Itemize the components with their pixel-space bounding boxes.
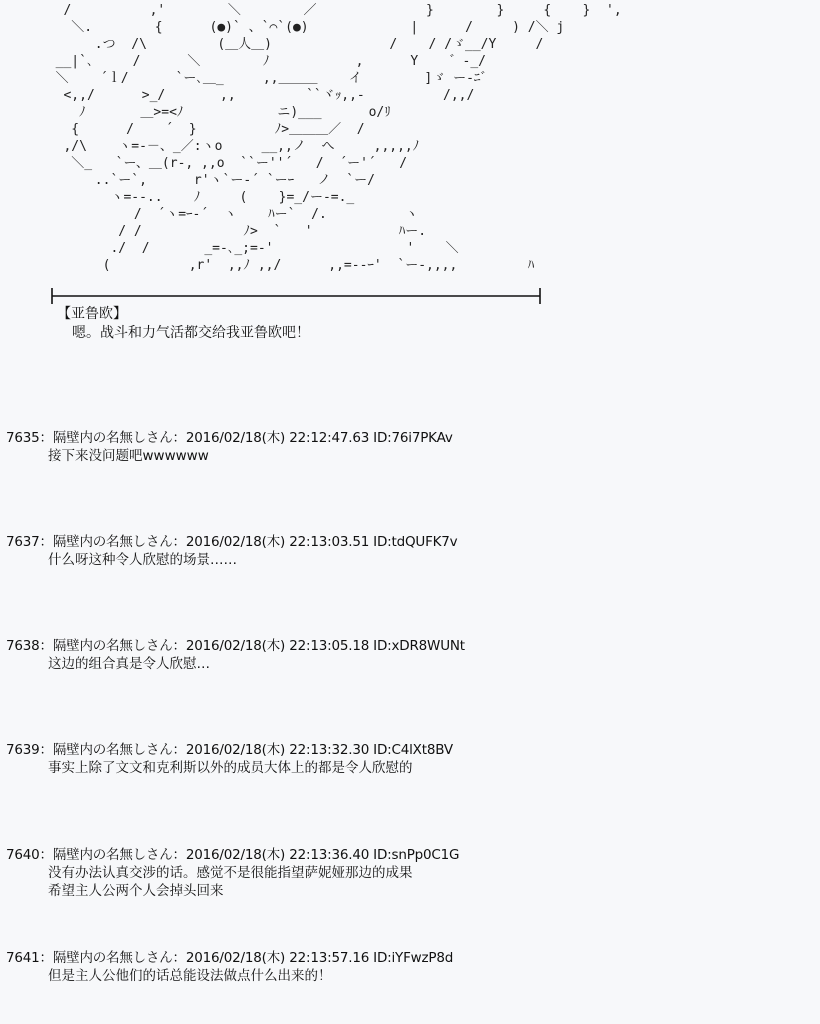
ascii-art-line: / ´ヽ=ｰ-´ ヽ ﾊー` /. ヽ [40, 207, 419, 222]
ascii-art-line: __|`､ / ＼ ﾉ , Y ゛-_/ [40, 54, 486, 69]
post-body-line: 事实上除了文文和克利斯以外的成员大体上的都是令人欣慰的 [48, 760, 413, 776]
ascii-art-line: ﾉ ＿>=<ﾉ ニ)___ o/ﾘ [40, 105, 391, 120]
post-body-line: 接下来没问题吧wwwwww [48, 448, 209, 464]
post [6, 949, 453, 985]
post [6, 846, 459, 900]
ascii-art-character [40, 0, 622, 292]
post-body-line: 什么呀这种令人欣慰的场景…… [48, 552, 237, 568]
ascii-art-line: ( ,r' ,,ﾉ ,,/ ,,=--ｰ' `ー-,,,, ﾊ [40, 258, 535, 273]
speech-text: 嗯。战斗和力气活都交给我亚鲁欧吧！ [72, 325, 310, 341]
post-body-line: 希望主人公两个人会掉头回来 [48, 883, 224, 899]
divider-line [48, 288, 544, 304]
ascii-art-line: ＼. { (●)` 、`⌒`(●) | / ) /＼ j [40, 20, 565, 35]
post [6, 637, 465, 673]
ascii-art-line: <,,/ >_/ ,, ``ヾｯ,,- /,,/ [40, 88, 475, 103]
ascii-art-line: .つ /\ (＿人＿) / / /ゞ__/Y / [40, 37, 544, 52]
post [6, 429, 453, 465]
ascii-art-line: ./ / _=-､_;=-' ' ＼ [40, 241, 459, 256]
ascii-art-line: { / ´ } ﾉ>＿＿＿／ / [40, 122, 365, 137]
post-header: 7639：隔壁内の名無しさん：2016/02/18(木) 22:13:32.30 ID:C4lXt8BV [6, 742, 453, 758]
ascii-art-line: / / ﾉ> ` ' ﾊー. [40, 224, 427, 239]
ascii-art-line: ＼_ `ー、＿(r-, ,,o ``ー''´ / ´ー'´ / [40, 156, 408, 171]
post-header: 7635：隔壁内の名無しさん：2016/02/18(木) 22:12:47.63 ID:76i7PKAv [6, 430, 453, 446]
post [6, 533, 457, 569]
ascii-art-line: ..`ー`, r'ヽ`ー-´ `ーｰ ノ `ー/ [40, 173, 375, 188]
ascii-art-line: ＼ ´ｌ/ `ー､＿_ ,,＿＿＿ イ ]ゞ ー-ﾆ゛ [40, 71, 494, 86]
post-header: 7638：隔壁内の名無しさん：2016/02/18(木) 22:13:05.18 ID:xDR8WUNt [6, 638, 465, 654]
post-header: 7640：隔壁内の名無しさん：2016/02/18(木) 22:13:36.40 ID:snPp0C1G [6, 847, 460, 863]
post-header: 7641：隔壁内の名無しさん：2016/02/18(木) 22:13:57.16 ID:iYFwzP8d [6, 950, 454, 966]
ascii-art-line: ヽ=--.. ﾉ ( }=_/ー-=._ [40, 190, 355, 205]
post [6, 741, 453, 777]
ascii-art-line: ,/\ ヽ=-－、_／:ヽo __,,ノ へ ,,,,,ﾉ [40, 139, 420, 154]
speaker-name: 【亚鲁欧】 [57, 306, 127, 322]
ascii-art-line: / ,' ＼ ／ } } { } ', [40, 3, 622, 18]
post-body-line: 没有办法认真交涉的话。感觉不是很能指望萨妮娅那边的成果 [48, 865, 413, 881]
post-header: 7637：隔壁内の名無しさん：2016/02/18(木) 22:13:03.51 ID:tdQUFK7v [6, 534, 458, 550]
post-body-line: 这边的组合真是令人欣慰… [48, 656, 210, 672]
post-body-line: 但是主人公他们的话总能设法做点什么出来的！ [48, 968, 332, 984]
